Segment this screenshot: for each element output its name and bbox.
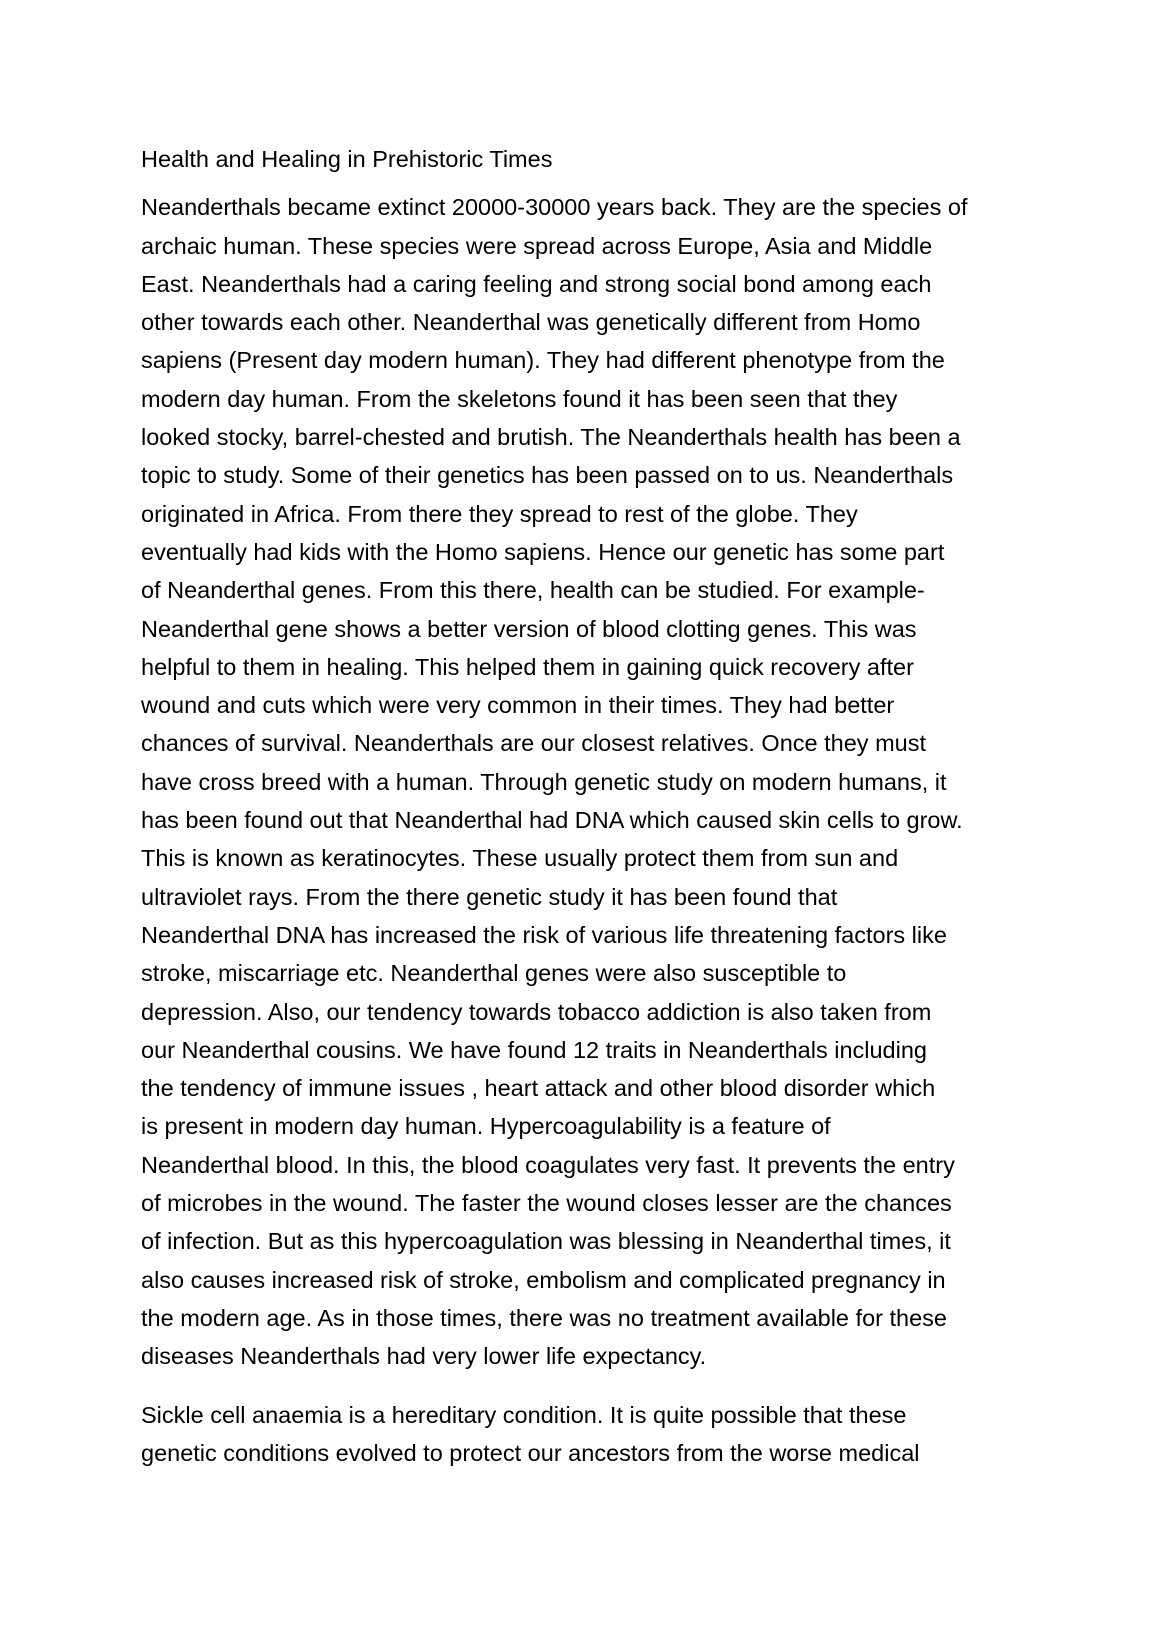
paragraph-line: Neanderthal blood. In this, the blood coagulates very fast. It prevents the entry	[141, 1151, 955, 1178]
paragraph-line: wound and cuts which were very common in their times. They had better	[141, 692, 895, 719]
paragraph-line: Sickle cell anaemia is a hereditary condition. It is quite possible that these	[141, 1401, 907, 1428]
document-body	[141, 140, 1031, 1492]
paragraph-line: modern day human. From the skeletons found it has been seen that they	[141, 385, 898, 412]
paragraph-line: also causes increased risk of stroke, embolism and complicated pregnancy in	[141, 1266, 946, 1293]
paragraph-line: is present in modern day human. Hypercoagulability is a feature of	[141, 1113, 831, 1140]
paragraph-line: stroke, miscarriage etc. Neanderthal genes were also susceptible to	[141, 960, 847, 987]
paragraph-line: the modern age. As in those times, there was no treatment available for these	[141, 1304, 947, 1331]
paragraph-line: of infection. But as this hypercoagulation was blessing in Neanderthal times, it	[141, 1228, 951, 1255]
paragraph-line: diseases Neanderthals had very lower life expectancy.	[141, 1343, 707, 1370]
paragraph-line: Neanderthal DNA has increased the risk of various life threatening factors like	[141, 921, 947, 948]
paragraph	[141, 1396, 1031, 1473]
paragraph-line: ultraviolet rays. From the there genetic study it has been found that	[141, 883, 838, 910]
paragraph-line: originated in Africa. From there they spread to rest of the globe. They	[141, 500, 858, 527]
paragraph-line: eventually had kids with the Homo sapiens. Hence our genetic has some part	[141, 538, 945, 565]
paragraph-line: has been found out that Neanderthal had DNA which caused skin cells to grow.	[141, 807, 963, 834]
paragraph-line: looked stocky, barrel-chested and brutish. The Neanderthals health has been a	[141, 424, 961, 451]
paragraph-line: chances of survival. Neanderthals are our closest relatives. Once they must	[141, 730, 927, 757]
paragraph-line: the tendency of immune issues , heart attack and other blood disorder which	[141, 1075, 936, 1102]
paragraph-line: East. Neanderthals had a caring feeling and strong social bond among each	[141, 270, 932, 297]
paragraph	[141, 188, 1031, 1375]
paragraph-line: genetic conditions evolved to protect our ancestors from the worse medical	[141, 1439, 920, 1466]
paragraph-line: Neanderthals became extinct 20000-30000 years back. They are the species of	[141, 194, 968, 221]
paragraph-line: archaic human. These species were spread across Europe, Asia and Middle	[141, 232, 933, 259]
paragraph-line: topic to study. Some of their genetics has been passed on to us. Neanderthals	[141, 462, 954, 489]
paragraph-line: our Neanderthal cousins. We have found 12 traits in Neanderthals including	[141, 1036, 927, 1063]
paragraph-line: helpful to them in healing. This helped them in gaining quick recovery after	[141, 653, 914, 680]
paragraph-line: of microbes in the wound. The faster the wound closes lesser are the chances	[141, 1190, 952, 1217]
paragraph-line: other towards each other. Neanderthal was genetically different from Homo	[141, 309, 921, 336]
paragraph-line: sapiens (Present day modern human). They had different phenotype from the	[141, 347, 945, 374]
paragraph-line: depression. Also, our tendency towards tobacco addiction is also taken from	[141, 998, 932, 1025]
paragraph-line: Neanderthal gene shows a better version of blood clotting genes. This was	[141, 615, 917, 642]
paragraph-line: have cross breed with a human. Through genetic study on modern humans, it	[141, 768, 947, 795]
paragraph-line: This is known as keratinocytes. These usually protect them from sun and	[141, 845, 899, 872]
document-title: Health and Healing in Prehistoric Times	[141, 146, 553, 172]
paragraphs-container	[141, 188, 1031, 1472]
paragraph-line: of Neanderthal genes. From this there, health can be studied. For example-	[141, 577, 925, 604]
